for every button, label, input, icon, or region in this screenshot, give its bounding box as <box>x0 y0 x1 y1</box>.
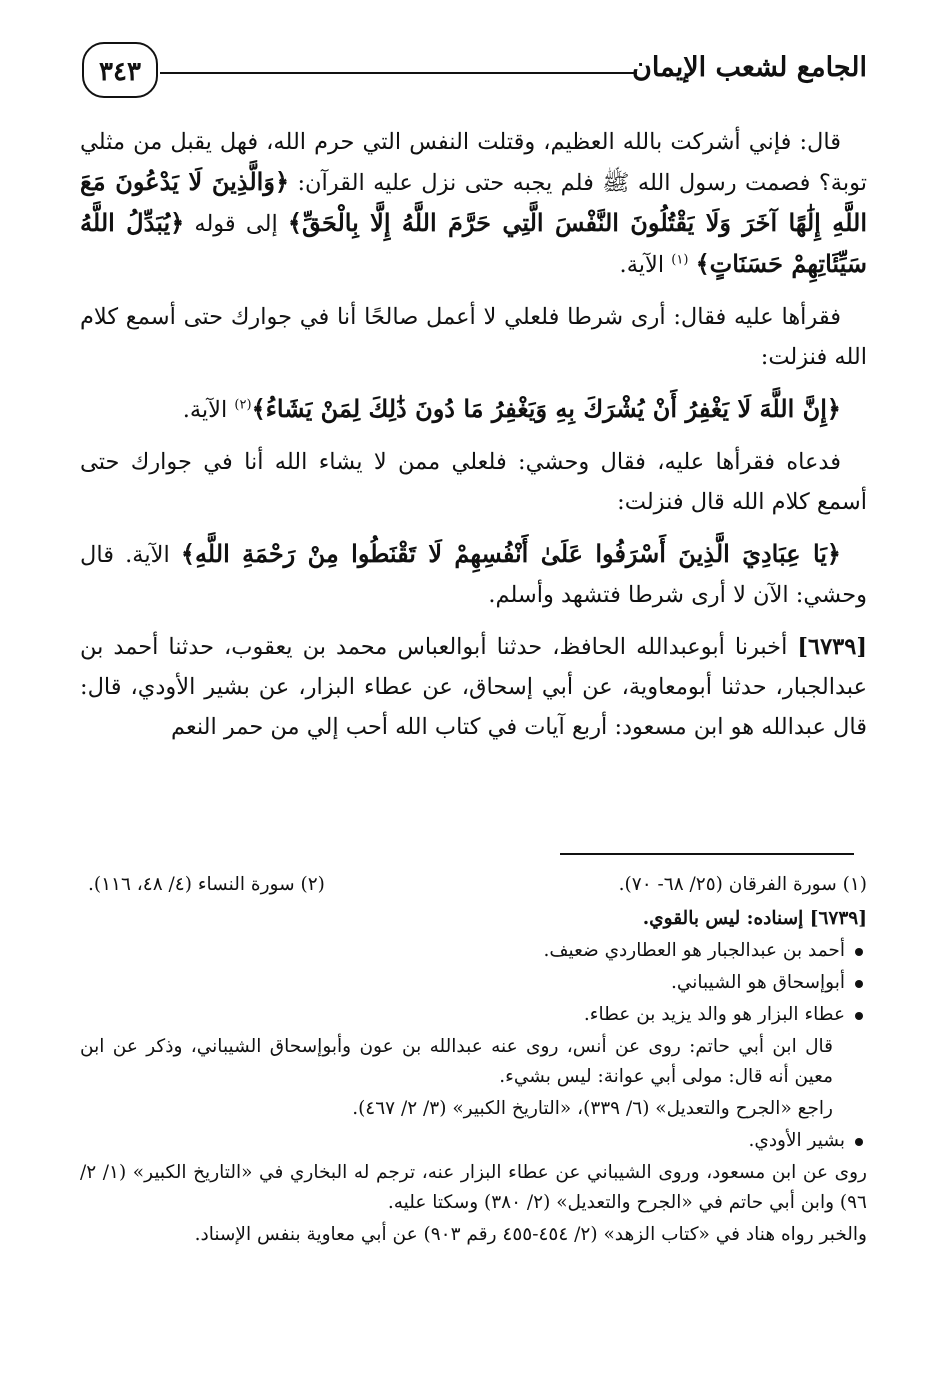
page-number: ٣٤٣ <box>82 42 158 98</box>
quran-verse: ﴿وَالَّذِينَ لَا يَدْعُونَ مَعَ اللَّهِ إِلَٰهًا آخَرَ وَلَا يَقْتُلُونَ النَّفْسَ الَّتِي حَرَّمَ اللَّهُ إِلَّا بِالْحَقِّ﴾ <box>80 167 868 237</box>
running-header <box>82 42 867 104</box>
paragraph-3 <box>80 389 867 430</box>
narrator-note-2: أبوإسحاق هو الشيباني. <box>80 968 867 998</box>
paragraph-1 <box>80 122 867 285</box>
paragraph-text: الآية. <box>619 252 672 278</box>
narrator-note-3-reference: راجع «الجرح والتعديل» (٦/ ٣٣٩)، «التاريخ الكبير» (٣/ ٢/ ٤٦٧). <box>352 1098 833 1119</box>
quran-verse: ﴿يَا عِبَادِيَ الَّذِينَ أَسْرَفُوا عَلَىٰ أَنْفُسِهِمْ لَا تَقْنَطُوا مِنْ رَحْمَةِ اللَّهِ﴾ <box>180 539 841 568</box>
paragraph-text: الآية. <box>182 397 235 423</box>
paragraph-text: الآية. قال وحشي: الآن لا أرى شرطا فتشهد وأسلم. <box>80 542 867 608</box>
footnote-separator <box>560 853 854 855</box>
footnote-1: (١) سورة الفرقان (٢٥/ ٦٨- ٧٠). <box>618 874 867 895</box>
header-rule <box>160 72 637 74</box>
quran-verse: ﴿إِنَّ اللَّهَ لَا يَغْفِرُ أَنْ يُشْرَكَ بِهِ وَيَغْفِرُ مَا دُونَ ذَٰلِكَ لِمَنْ يَشَاءُ﴾ <box>251 394 841 423</box>
hadith-text: أخبرنا أبوعبدالله الحافظ، حدثنا أبوالعباس محمد بن يعقوب، حدثنا أحمد بن عبدالجبار، حدثنا أبومعاوية، عن أبي إسحاق، عن عطاء البزار، عن بشير الأودي، قال: قال عبدالله هو ابن مسعود: أربع آيات في كتاب الله أحب إلي من حمر النعم <box>80 634 867 740</box>
footnote-marker: (٢) <box>234 397 252 413</box>
footnote-marker: (١) <box>671 252 689 268</box>
paragraph-text: قال: فإني أشركت بالله العظيم، وقتلت النفس التي حرم الله، فهل يقبل من مثلي توبة؟ فصمت رسول الله ﷺ فلم يجبه حتى نزل عليه القرآن: <box>80 129 867 196</box>
quran-verse: ﴿يُبَدِّلُ اللَّهُ سَيِّئَاتِهِمْ حَسَنَاتٍ﴾ <box>80 208 867 278</box>
paragraph-5 <box>80 534 867 615</box>
paragraph-4: فدعاه فقرأها عليه، فقال وحشي: فلعلي ممن لا يشاء الله أنا في جوارك حتى أسمع كلام الله قال فنزلت: <box>80 449 867 515</box>
narrator-note-4: بشير الأودي. <box>80 1126 867 1156</box>
hadith-6739 <box>80 627 867 747</box>
paragraph-text: إلى قوله <box>184 211 288 237</box>
hadith-number: [٦٧٣٩] <box>797 634 867 660</box>
footnote-row <box>80 870 867 904</box>
footnote-2: (٢) سورة النساء (٤/ ٤٨، ١١٦). <box>88 874 325 895</box>
narrator-note-4-detail: روى عن ابن مسعود، وروى الشيباني عن عطاء البزار عنه، ترجم له البخاري في «التاريخ الكبير» (١/ ٢/ ٩٦) وابن أبي حاتم في «الجرح والتعديل» (٢/ ٣٨٠) وسكتا عليه. <box>80 1162 867 1213</box>
footnotes <box>80 870 867 1252</box>
narrator-note-3-detail: قال ابن أبي حاتم: روى عن أنس، روى عنه عبدالله بن عون وأبوإسحاق الشيباني، وذكر عن ابن معين أنه قال: مولى أبي عوانة: ليس بشيء. <box>80 1036 833 1087</box>
narrator-note-1: أحمد بن عبدالجبار هو العطاردي ضعيف. <box>80 936 867 966</box>
book-title: الجامع لشعب الإيمان <box>632 52 867 83</box>
paragraph-2: فقرأها عليه فقال: أرى شرطا فلعلي لا أعمل صالحًا أنا في جوارك حتى أسمع كلام الله فنزلت: <box>80 304 867 370</box>
narrator-note-3: عطاء البزار هو والد يزيد بن عطاء. <box>80 1000 867 1030</box>
isnad-heading: [٦٧٣٩] إسناده: ليس بالقوي. <box>642 908 867 929</box>
main-text <box>80 122 867 759</box>
final-note: والخبر رواه هناد في «كتاب الزهد» (٢/ ٤٥٤-٤٥٥ رقم ٩٠٣) عن أبي معاوية بنفس الإسناد. <box>194 1224 867 1245</box>
